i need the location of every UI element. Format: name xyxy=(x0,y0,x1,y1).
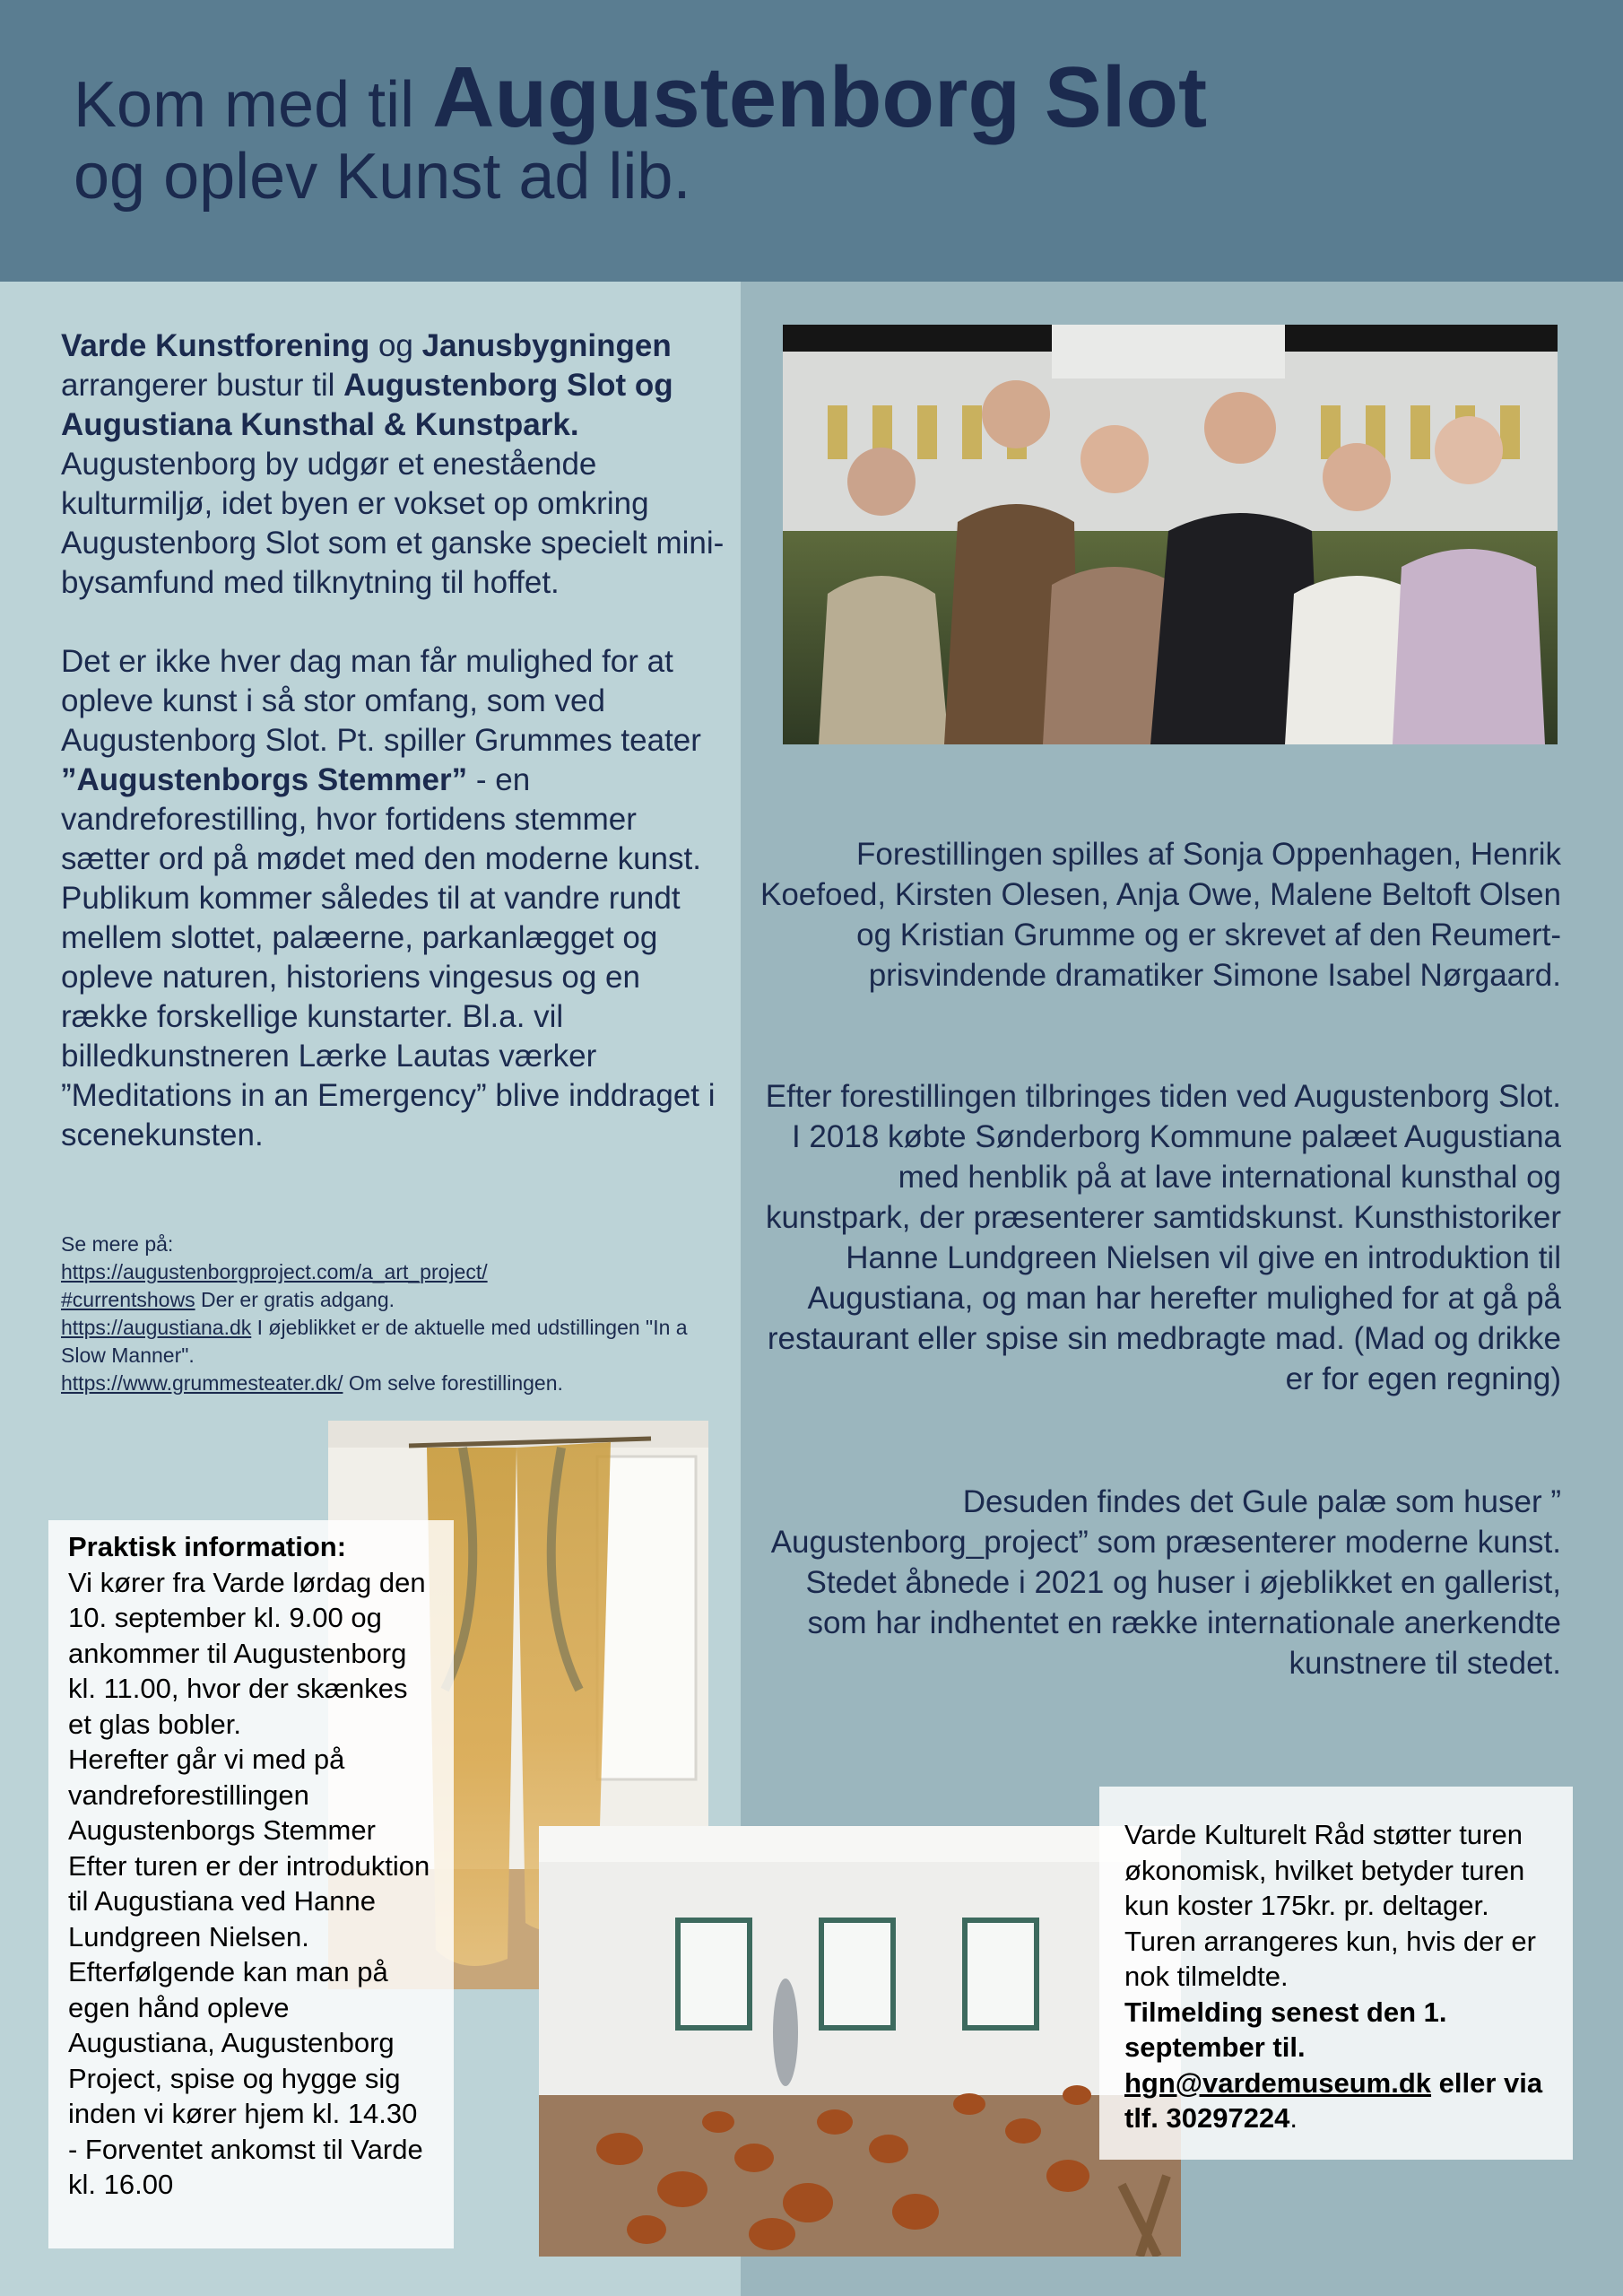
signup-phone: eller via tlf. 30297224 xyxy=(1124,2066,1543,2134)
after-show-paragraph: Efter forestillingen tilbringes tiden ved Augustenborg Slot. I 2018 købte Sønderborg Kommune palæet Augustiana med henblik på at lave international kunsthal og kunstpark, der præsenterer samtidskunst. Kunsthistoriker Hanne Lundgreen Nielsen vil give en introduktion til Augustiana, og man har herefter mulighed for at gå på restaurant eller spise sin medbragte mad. (Mad og drikke er for egen regning) xyxy=(765,1079,1561,1396)
org-name: Janusbygningen xyxy=(421,328,672,363)
see-more-label: Se mere på: xyxy=(61,1232,174,1256)
gule-palae-paragraph: Desuden findes det Gule palæ som huser ” Augustenborg_project” som præsenterer moderne kunst. Stedet åbnede i 2021 og huser i øjeblikket en gallerist, som har indhentet en række internationale anerkendte kunstnere til stedet. xyxy=(770,1484,1561,1681)
headline-line-2: og oplev Kunst ad lib. xyxy=(74,141,691,213)
link-augustenborgproject[interactable]: https://augustenborgproject.com/a_art_project/ xyxy=(61,1260,488,1283)
signup-deadline: Tilmelding senest den 1. september til. xyxy=(1124,1996,1447,2063)
link-note: Der er gratis adgang. xyxy=(195,1288,395,1311)
support-signup-box xyxy=(1099,1787,1573,2160)
intro-rest: Augustenborg by udgør et enestående kulturmiljø, idet byen er vokset op omkring Augustenborg Slot som et ganske specielt mini-bysamfund med tilknytning til hoffet. xyxy=(61,447,725,600)
link-augustiana[interactable]: https://augustiana.dk xyxy=(61,1316,252,1339)
links-section xyxy=(61,1231,725,1397)
header-banner xyxy=(0,0,1623,282)
intro-arranges: arrangerer bustur til xyxy=(61,368,344,403)
support-text: Varde Kulturelt Råd støtter turen økonomisk, hvilket betyder turen kun koster 175kr. pr. deltager. Turen arrangeres kun, hvis der er nok tilmeldte. xyxy=(1124,1819,1536,1992)
intro-p2-start: Det er ikke hver dag man får mulighed for at opleve kunst i så stor omfang, som ved Augustenborg Slot. Pt. spiller Grummes teater xyxy=(61,644,701,758)
intro-and: og xyxy=(369,328,422,363)
practical-info-title: Praktisk information: xyxy=(68,1531,347,1562)
signup-period: . xyxy=(1289,2102,1298,2134)
intro-text xyxy=(61,326,725,1155)
chicken-installation-photo xyxy=(539,1826,1181,2257)
cast-photo xyxy=(783,325,1558,744)
intro-paragraph-1 xyxy=(61,326,725,603)
headline-venue: Augustenborg Slot xyxy=(432,49,1208,145)
link-note: Om selve forestillingen. xyxy=(343,1371,563,1395)
show-title: ”Augustenborgs Stemmer” xyxy=(61,762,468,797)
headline-prefix: Kom med til xyxy=(74,69,433,141)
intro-p2-rest: - en vandreforestilling, hvor fortidens stemmer sætter ord på mødet med den moderne kunst. Publikum kommer således til at vandre rundt mellem slottet, palæerne, parkanlægget og opleve naturen, historiens vingesus og en række forskellige kunstarter. Bl.a. vil billedkunstneren Lærke Lautas værker ”Meditations in an Emergency” blive inddraget i scenekunsten. xyxy=(61,762,716,1152)
link-grummesteater[interactable]: https://www.grummesteater.dk/ xyxy=(61,1371,343,1395)
intro-paragraph-2 xyxy=(61,642,725,1155)
link-augustenborgproject-anchor[interactable]: #currentshows xyxy=(61,1288,195,1311)
org-name: Varde Kunstforening xyxy=(61,328,370,363)
practical-info-departure: Vi kører fra Varde lørdag den 10. september kl. 9.00 og ankommer til Augustenborg kl. 11.00, hvor der skænkes et glas bobler. xyxy=(68,1566,426,1740)
link-note: I øjeblikket er de aktuelle med udstillingen "In a Slow Manner". xyxy=(61,1316,688,1367)
practical-info-program: Herefter går vi med på vandreforestillingen Augustenborgs Stemmer Efter turen er der introduktion til Augustiana ved Hanne Lundgreen Nielsen. Efterfølgende kan man på egen hånd opleve Augustiana, Augustenborg Project, spise og hygge sig inden vi kører hjem kl. 14.30 - Forventet ankomst til Varde kl. 16.00 xyxy=(68,1744,430,2200)
destination: Augustenborg Slot og Augustiana Kunsthal & Kunstpark. xyxy=(61,368,673,442)
practical-info-box xyxy=(48,1520,454,2248)
signup-email-link[interactable]: hgn@vardemuseum.dk xyxy=(1124,2066,1432,2099)
cast-paragraph: Forestillingen spilles af Sonja Oppenhagen, Henrik Koefoed, Kirsten Olesen, Anja Owe, Malene Beltoft Olsen og Kristian Grumme og er skrevet af den Reumert-prisvindende dramatiker Simone Isabel Nørgaard. xyxy=(760,837,1561,993)
